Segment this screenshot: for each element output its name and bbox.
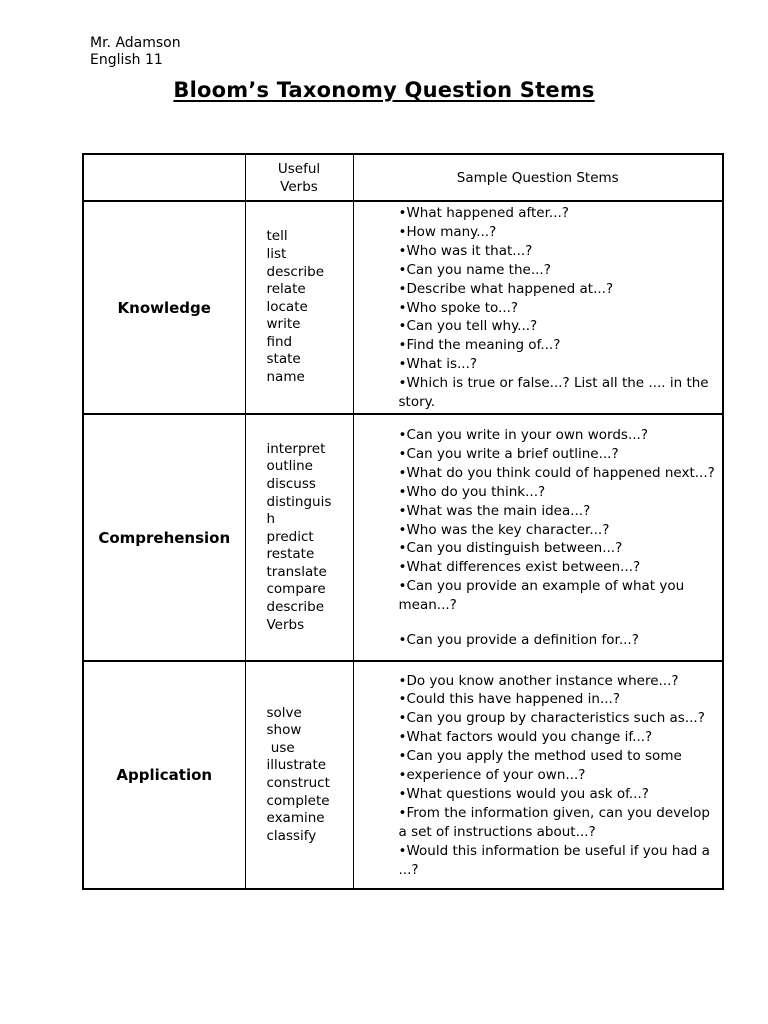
- stems-list-knowledge: [353, 201, 723, 414]
- table-row-knowledge: [83, 201, 723, 414]
- level-label-knowledge: Knowledge: [83, 201, 245, 414]
- verb-item: translate: [266, 563, 327, 580]
- stem-item: •Can you tell why...?: [398, 318, 538, 335]
- header-verbs-cell: [245, 154, 353, 201]
- verb-item: use: [266, 739, 295, 756]
- stem-item: •Can you write a brief outline...?: [398, 445, 619, 462]
- header-verbs-line1: Useful: [277, 160, 321, 177]
- verb-item: restate: [266, 546, 315, 563]
- stem-item: •How many...?: [398, 223, 497, 240]
- header-stems-cell: Sample Question Stems: [353, 154, 723, 201]
- verbs-list-knowledge: [245, 201, 353, 414]
- header-level-cell: [83, 154, 245, 201]
- stem-item: •Can you provide an example of what you mean...?: [398, 578, 685, 614]
- stem-item: •Who was the key character...?: [398, 521, 610, 538]
- verb-item: describe: [266, 599, 325, 616]
- stem-item: •Find the meaning of...?: [398, 337, 561, 354]
- course-name: English 11: [90, 52, 163, 68]
- stem-item: •Which is true or false...? List all the .... in the story.: [398, 375, 709, 411]
- verb-item: discuss: [266, 475, 316, 492]
- verb-item: state: [266, 351, 301, 368]
- stem-item: •Can you distinguish between...?: [398, 540, 623, 557]
- stem-item: •Who do you think...?: [398, 483, 546, 500]
- level-label-comprehension: Comprehension: [83, 414, 245, 661]
- teacher-name: Mr. Adamson: [90, 35, 181, 51]
- verb-item: interpret: [266, 440, 326, 457]
- stem-item: •Could this have happened in...?: [398, 691, 620, 708]
- stem-item: •What is...?: [398, 356, 478, 373]
- stem-item: •Can you name the...?: [398, 261, 551, 278]
- stem-item: •What differences exist between...?: [398, 559, 641, 576]
- question-stems-table: [82, 153, 724, 890]
- stem-item: •Can you write in your own words...?: [398, 427, 648, 444]
- stem-item: •From the information given, can you develop a set of instructions about...?: [398, 804, 710, 840]
- verb-item: write: [266, 316, 301, 333]
- stem-item: •Can you provide a definition for...?: [398, 632, 639, 649]
- verb-item: illustrate: [266, 757, 327, 774]
- verb-item: show: [266, 722, 302, 739]
- stem-item: •What questions would you ask of...?: [398, 785, 649, 802]
- stems-list-application: [353, 661, 723, 889]
- verb-item: locate: [266, 298, 308, 315]
- stem-item: •Do you know another instance where...?: [398, 672, 679, 689]
- verb-item: relate: [266, 281, 306, 298]
- verbs-list-application: [245, 661, 353, 889]
- verb-item: distinguis: [266, 493, 332, 510]
- stem-item: •What do you think could of happened next...?: [398, 464, 715, 481]
- stem-item: •Can you apply the method used to some: [398, 748, 682, 765]
- verb-item: predict: [266, 528, 314, 545]
- verb-item: solve: [266, 704, 302, 721]
- verb-item: complete: [266, 792, 330, 809]
- table-row-comprehension: [83, 414, 723, 661]
- stem-item: •Who was it that...?: [398, 242, 533, 259]
- stem-item: •What was the main idea...?: [398, 502, 591, 519]
- stem-item: •experience of your own...?: [398, 767, 586, 784]
- level-label-application: Application: [83, 661, 245, 889]
- stems-list-comprehension: [353, 414, 723, 661]
- stem-item: •Can you group by characteristics such as...?: [398, 710, 705, 727]
- verb-item: name: [266, 369, 305, 386]
- verb-item: Verbs: [266, 616, 305, 633]
- table-header-row: [83, 154, 723, 201]
- stem-spacer: [399, 615, 717, 631]
- verb-item: construct: [266, 775, 330, 791]
- verb-item: tell: [266, 228, 288, 245]
- verbs-list-comprehension: [245, 414, 353, 661]
- verb-item: classify: [266, 827, 317, 844]
- verb-item: compare: [266, 581, 326, 598]
- stem-item: •Would this information be useful if you had a ...?: [398, 842, 710, 878]
- verb-item: h: [266, 511, 276, 528]
- header-verbs-line2: Verbs: [280, 178, 318, 195]
- verb-item: list: [266, 245, 287, 262]
- document-header: [90, 35, 181, 69]
- verb-item: examine: [266, 810, 325, 827]
- stem-item: •Who spoke to...?: [398, 299, 519, 316]
- table-row-application: [83, 661, 723, 889]
- verb-item: describe: [266, 263, 325, 280]
- verb-item: find: [266, 333, 293, 350]
- stem-item: •What factors would you change if...?: [398, 729, 653, 746]
- verb-item: outline: [266, 458, 313, 475]
- stem-item: •Describe what happened at...?: [398, 280, 614, 297]
- page-title: Bloom’s Taxonomy Question Stems: [173, 78, 595, 102]
- stem-item: •What happened after...?: [398, 205, 569, 222]
